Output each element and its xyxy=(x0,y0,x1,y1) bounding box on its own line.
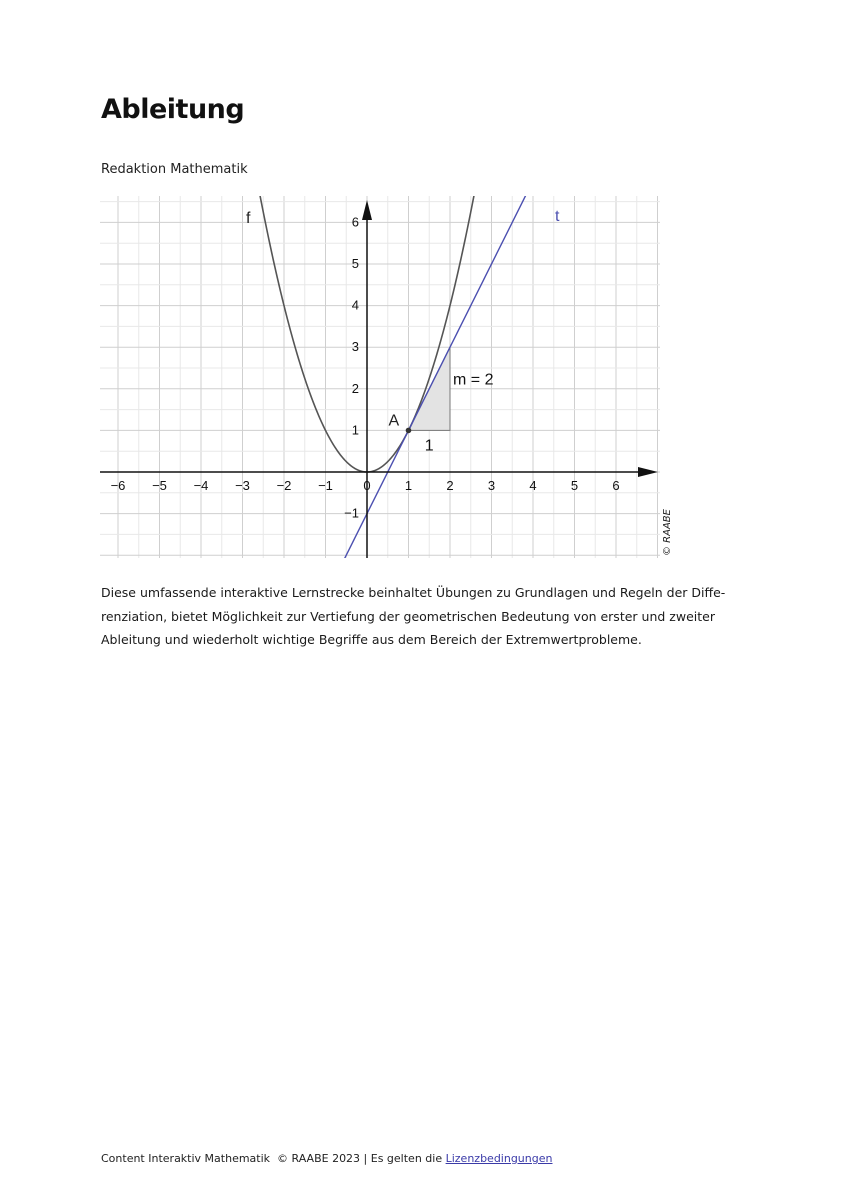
x-tick-label: 3 xyxy=(487,478,496,493)
y-tick-label: 4 xyxy=(351,297,359,313)
license-link[interactable]: Lizenzbedingungen xyxy=(445,1152,553,1165)
footer xyxy=(101,1152,552,1165)
y-tick-label: 5 xyxy=(351,256,359,271)
x-tick-label: 2 xyxy=(446,478,454,493)
y-tick-label: 1 xyxy=(351,422,359,438)
x-tick-label: −3 xyxy=(235,478,250,493)
page-title: Ableitung xyxy=(101,94,245,125)
point-a xyxy=(406,428,412,434)
series-label-t: t xyxy=(555,208,560,225)
x-tick-label: −1 xyxy=(318,478,333,493)
x-tick-label: 5 xyxy=(570,478,579,493)
x-tick-label: 1 xyxy=(404,478,413,493)
series-label-f: f xyxy=(246,210,251,227)
author-line: Redaktion Mathematik xyxy=(101,162,248,177)
description-line: renziation, bietet Möglichkeit zur Vertiefung der geometrischen Bedeutung von erster und zweiter xyxy=(101,608,715,624)
y-tick-label: 3 xyxy=(351,339,359,355)
x-tick-label: −2 xyxy=(276,478,292,493)
description-paragraph xyxy=(101,581,726,652)
y-tick-label: 6 xyxy=(351,214,359,230)
x-tick-label: −6 xyxy=(110,478,126,493)
description-line: Diese umfassende interaktive Lernstrecke beinhaltet Übungen zu Grundlagen und Regeln der Diffe- xyxy=(101,585,726,600)
x-tick-label: −4 xyxy=(193,478,209,493)
figure-credit: © RAABE xyxy=(662,509,673,556)
x-tick-label: 4 xyxy=(529,478,537,493)
description-line: Ableitung und wiederholt wichtige Begriffe aus dem Bereich der Extremwertprobleme. xyxy=(101,632,642,647)
y-tick-label: 2 xyxy=(351,380,359,396)
x-tick-label: 6 xyxy=(612,478,620,493)
x-tick-label: −5 xyxy=(152,478,167,493)
y-tick-label: −1 xyxy=(344,505,359,521)
x-tick-label: 0 xyxy=(363,478,371,493)
derivative-graph xyxy=(100,196,660,558)
slope-label: m = 2 xyxy=(453,371,494,389)
footer-text: Content Interaktiv Mathematik © RAABE 2023 | Es gelten die xyxy=(101,1152,446,1165)
point-a-label: A xyxy=(388,412,400,430)
run-label: 1 xyxy=(424,437,434,455)
plot-background xyxy=(100,196,660,558)
